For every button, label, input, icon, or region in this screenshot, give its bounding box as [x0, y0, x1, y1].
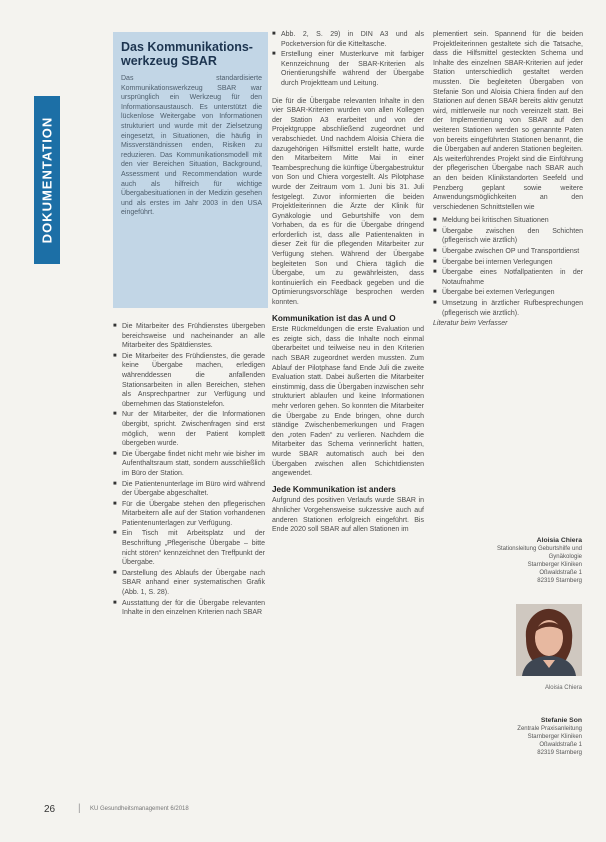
author-line: 82319 Starnberg	[537, 578, 582, 584]
bullet-list-1	[113, 322, 265, 618]
author-line: Stationsleitung Geburtshilfe und	[496, 546, 582, 552]
journal-name: KU Gesundheitsmanagement 6/2018	[90, 806, 189, 812]
author-line: Starnberger Kliniken	[527, 734, 582, 740]
list-item: ■ Darstellung des Ablaufs der Übergabe nach SBAR anhand einer systematischen Grafik (Abb. 1, S. 28).	[113, 569, 265, 598]
author-name: Stefanie Son	[540, 717, 582, 724]
list-item: ■ Übergabe eines Notfallpatienten in der Notaufnahme	[433, 268, 583, 287]
list-item: ■ Abb. 2, S. 29) in DIN A3 und als Pocketversion für die Kitteltasche.	[272, 30, 424, 49]
list-item: ■ Übergabe zwischen den Schichten (pflegerisch wie ärztlich)	[433, 227, 583, 246]
author-line: Oßwaldstraße 1	[539, 570, 582, 576]
author-name: Aloisia Chiera	[536, 537, 582, 544]
section-tab	[34, 96, 60, 264]
info-box-body: Das standardisierte Kommunikationswerkzeug SBAR war ursprünglich ein Werkzeug für den Informationsaustausch. Es unterstützt die lückenlose Weitergabe von Informationen strukturiert und wurde mit der Zielsetzung eingesetzt, in Situationen, die häufig in Missverständnissen enden, Risiken zu reduzieren. Das Kommunikationsmodell mit den vier Bereichen Situation, Background, Assessment und Recommendation wurde auch als hilfreich für wichtige Übergabesituationen in der Medizin gesehen und als erstes im Jahr 2003 in den USA eingeführt.	[121, 75, 262, 217]
column-1	[113, 322, 265, 619]
author-line: Gynäkologie	[548, 554, 582, 560]
list-item: ■ Übergabe bei internen Verlegungen	[433, 258, 583, 268]
literature-note: Literatur beim Verfasser	[433, 320, 508, 328]
paragraph: Erste Rückmeldungen die erste Evaluation und es zeigte sich, dass die Inhalte noch einmal überarbeitet und teilweise neu in den Kriterien nach SBAR zugeordnet werden mussten. Zum Ablauf der Pilotphase fand Ende Juli die zweite Evaluation statt. Dabei äußerten die Mitarbeiter einstimmig, dass die Übergaben inzwischen sehr strukturiert ablaufen und keine Informationen mehr verloren gehen. So konnten die Mitarbeiter die Übergabe zu Ende bringen, ohne durch ständige Zwischenbemerkungen und Fragen den „roten Faden“ zu verlieren. Nachdem die Mitarbeiter das Schema verinnerlicht hatten, wurde SBAR automatisch auch bei den Übergaben zwischen allen Schichtdiensten angewendet.	[272, 326, 424, 478]
photo-caption: Aloisia Chiera	[544, 685, 582, 691]
list-item: ■ Ausstattung der für die Übergabe relevanten Inhalte in den einzelnen Kriterien nach SBAR	[113, 599, 265, 618]
list-item: ■ Übergabe bei externen Verlegungen	[433, 288, 583, 298]
info-box	[113, 32, 268, 308]
subheading: Kommunikation ist das A und O	[272, 313, 396, 323]
column-3	[433, 30, 583, 333]
list-item: ■ Nur der Mitarbeiter, der die Informationen übergibt, spricht. Zwischenfragen sind erst möglich, wenn der Patient komplett übergeben wurde.	[113, 410, 265, 448]
list-item: ■ Die Mitarbeiter des Frühdienstes übergeben bereichsweise und nacheinander an alle Mitarbeiter des Spätdienstes.	[113, 322, 265, 351]
author-line: Oßwaldstraße 1	[539, 742, 582, 748]
list-item: ■ Umsetzung in ärztlicher Rufbesprechungen (pflegerisch wie ärztlich).	[433, 299, 583, 318]
list-item: ■ Meldung bei kritischen Situationen	[433, 216, 583, 226]
list-item: ■ Die Mitarbeiter des Frühdienstes, die gerade keine Übergabe machen, erledigen währenddessen die anfallenden Stationsarbeiten in allen Bereichen, stehen als Ansprechpartner zur Verfügung und übernehmen das Stationstelefon.	[113, 352, 265, 410]
bullet-list-2	[272, 30, 424, 89]
author-line: 82319 Starnberg	[537, 750, 582, 756]
bullet-list-3	[433, 216, 583, 318]
paragraph: plementiert sein. Spannend für die beiden Projektleiterinnen gestaltete sich die Tatsache, dass die Hilfsmittel gesteckten Schema und Inhalte des einzelnen SBAR-Kriterien auf jeder Station unterschiedlich gestaltet werden mussten. Die begleiteten Übergaben von Stefanie Son und Aloisia Chiera finden auf den Stationen auf denen SBAR bereits aktiv genutzt wird, mittlerweile nur noch vereinzelt statt. Bei der Implementierung von SBAR auf den weiteren Stationen werden so genannte Paten von bereits eingeführten Stationen benannt, die die Übergaben auf anderen Stationen begleiten. Als weiterführendes Projekt sind die Einführung der pflegerischen Übergabe nach SBAR auch an den beiden Klinikstandorten Seefeld und Penzberg geplant sowie weitere Anwendungsmöglichkeiten an den verschiedenen Schnittstellen wie	[433, 31, 583, 211]
list-item: ■ Erstellung einer Musterkurve mit farbiger Kennzeichnung der SBAR-Kriterien als Orientierungshilfe während der Übergabe durch Projektteam und Leitung.	[272, 50, 424, 88]
author-photo	[516, 604, 582, 676]
list-item: ■ Ein Tisch mit Arbeitsplatz und der Beschriftung „Pflegerische Übergabe – bitte nicht stören“ kennzeichnet den Treffpunkt der Übergabe.	[113, 529, 265, 567]
list-item: ■ Für die Übergabe stehen den pflegerischen Mitarbeitern alle auf der Station vorhandenen Patientenunterlagen zur Verfügung.	[113, 500, 265, 529]
subheading: Jede Kommunikation ist anders	[272, 484, 396, 494]
footer-divider: |	[78, 803, 81, 814]
paragraph: Aufgrund des positiven Verlaufs wurde SBAR in ähnlicher Vorgehensweise sukzessive auch auf anderen Stationen erfolgreich eingeführt. Bis Ende 2020 soll SBAR auf allen Stationen im	[272, 497, 424, 534]
author-line: Starnberger Kliniken	[527, 562, 582, 568]
page-number: 26	[44, 804, 56, 815]
author-info-2	[470, 717, 582, 757]
info-box-title: Das Kommunikations-werkzeug SBAR	[121, 40, 253, 68]
section-label: DOKUMENTATION	[39, 116, 55, 244]
author-info-1	[470, 537, 582, 585]
list-item: ■ Die Übergabe findet nicht mehr wie bisher im Aufenthaltsraum statt, sondern ausschließlich im Büro der Station.	[113, 450, 265, 479]
author-line: Zentrale Praxisanleitung	[517, 726, 582, 732]
list-item: ■ Die Patientenunterlage im Büro wird während der Übergabe abgeschaltet.	[113, 480, 265, 499]
paragraph: Die für die Übergabe relevanten Inhalte in den vier SBAR-Kriterien wurden von allen Kollegen der Station A3 erarbeitet und von der Projektgruppe abschließend zugeordnet und verabschiedet. Und nachdem Aloisia Chiera die dazugehörigen Hilfsmittel erstellt hatte, wurde den Mitarbeitern Mitte Mai in einer Teambesprechung die künftige Übergabestruktur von Son und Chiera vorgestellt. Als Pilotphase wurde der Zeitraum vom 1. Juni bis 31. Juli festgelegt. Zuvor informierten die beiden Projektleiterinnen die Ärzte der Klinik für Gynäkologie und Geburtshilfe von dem Vorhaben, da es für die Übergabe dringend erforderlich ist, dass alle Patientenakten in dieser Zeit für die pflegenden Mitarbeiter zur Verfügung stehen. Während der Übergabe begleiteten Son und Chiera täglich die Übergabe, um zu gewährleisten, dass kontinuierlich ein Feedback gegeben und die Optimierungsvorschläge besprochen werden konnten.	[272, 97, 424, 307]
list-item: ■ Übergabe zwischen OP und Transportdienst	[433, 247, 583, 257]
portrait-image	[516, 604, 582, 676]
column-2	[272, 30, 424, 539]
